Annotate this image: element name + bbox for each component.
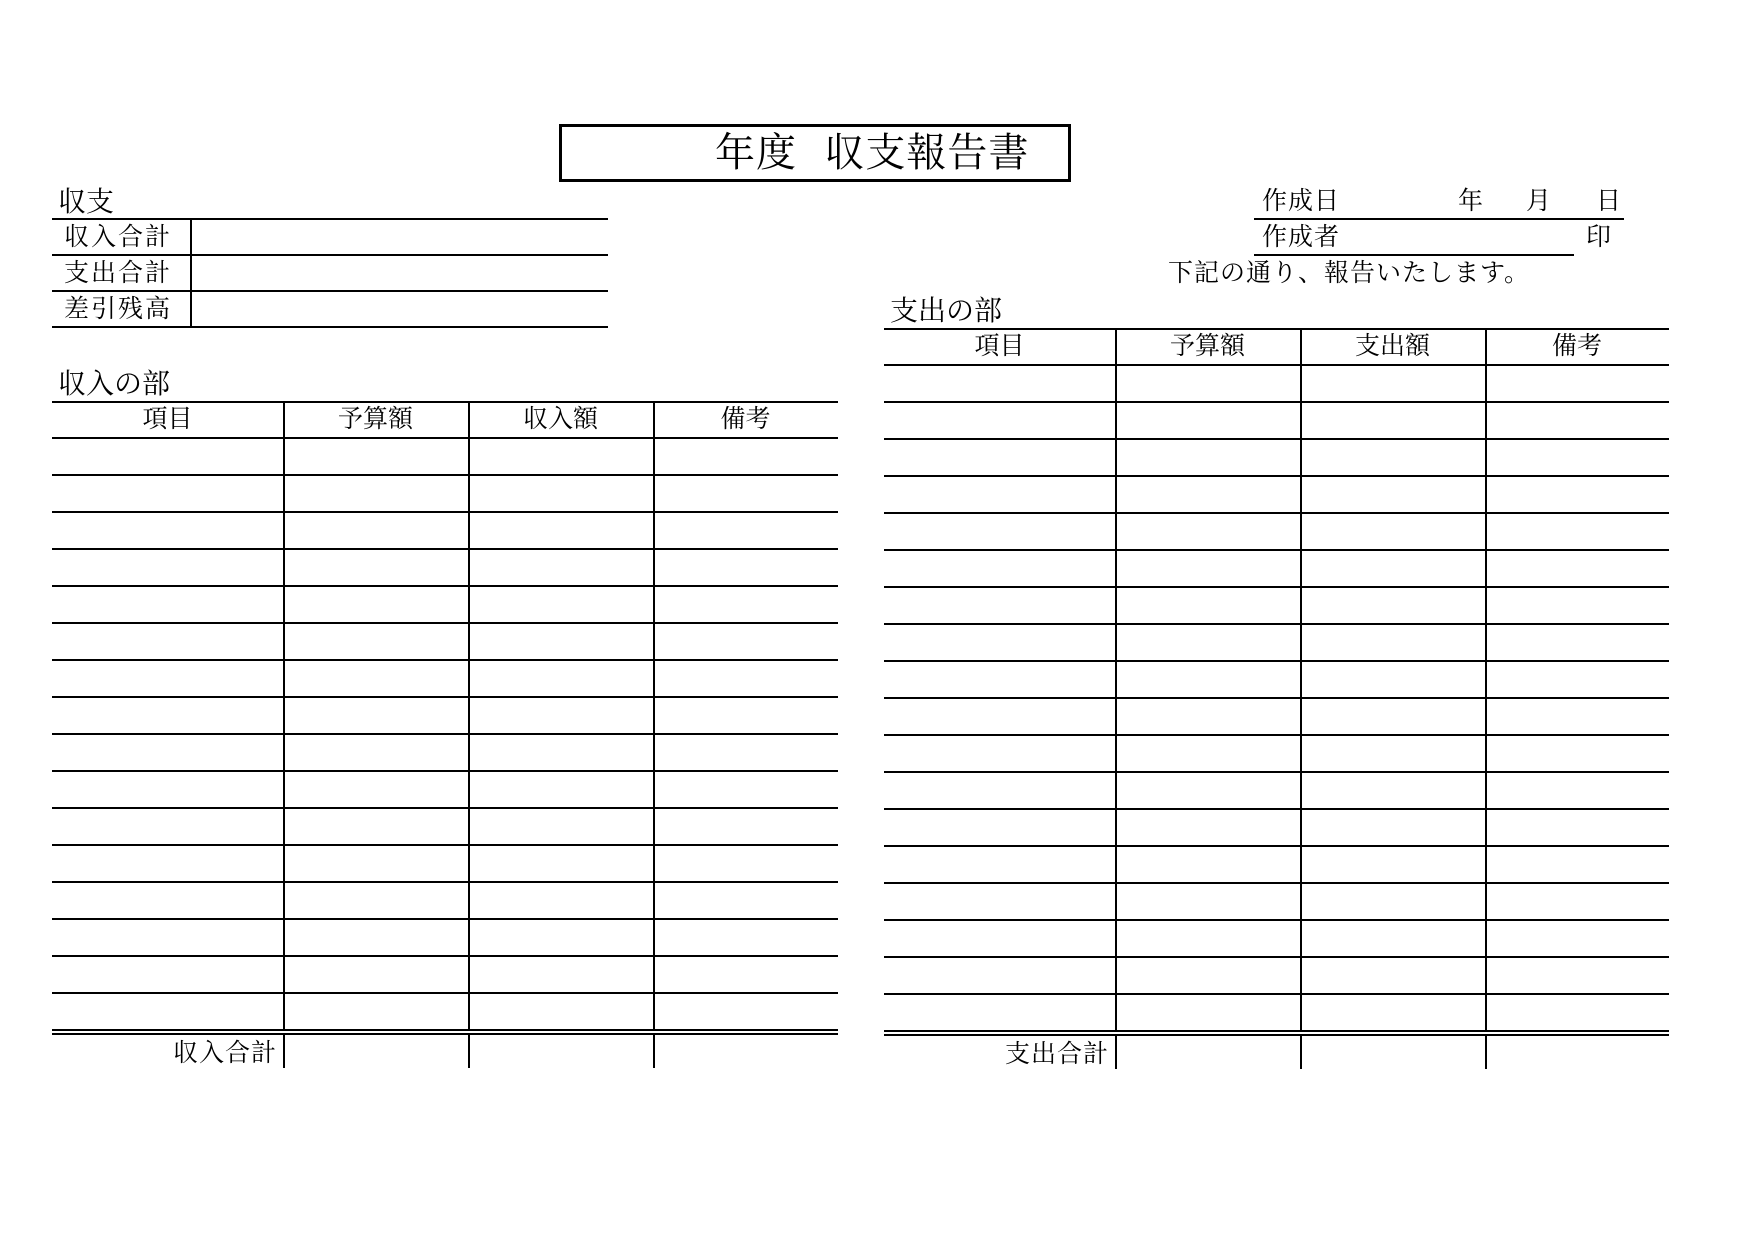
budget-cell[interactable] [1117,476,1300,513]
summary-line-bottom [52,326,608,328]
item-cell[interactable] [886,735,1115,772]
budget-cell[interactable] [285,623,468,660]
budget-cell[interactable] [285,697,468,734]
day-label: 日 [1596,186,1623,215]
summary-label-income-total: 収入合計 [64,222,173,251]
created-date-label: 作成日 [1262,186,1341,215]
amount-cell[interactable] [1302,365,1485,402]
expense-total-label-cell [884,1036,1115,1073]
item-cell[interactable] [886,402,1115,439]
amount-cell[interactable] [1302,661,1485,698]
table-row [884,513,1669,550]
notes-cell[interactable] [655,734,838,771]
created-date-line[interactable] [1254,218,1624,220]
table-row [884,809,1669,846]
table-row [884,661,1669,698]
income-total-label: 収入合計 [172,1038,277,1067]
amount-cell[interactable] [1302,994,1485,1031]
notes-cell[interactable] [655,660,838,697]
amount-cell[interactable] [470,512,653,549]
table-row [52,586,838,623]
notes-cell[interactable] [655,586,838,623]
budget-cell[interactable] [1117,513,1300,550]
amount-cell[interactable] [1302,920,1485,957]
table-row [884,772,1669,809]
amount-cell[interactable] [1302,587,1485,624]
amount-cell[interactable] [470,771,653,808]
amount-cell[interactable] [470,808,653,845]
notes-cell[interactable] [1487,846,1669,883]
total-notes-cell[interactable] [1487,1036,1669,1073]
budget-cell[interactable] [285,919,468,956]
item-cell[interactable] [54,919,283,956]
notes-cell[interactable] [1487,550,1669,587]
budget-cell[interactable] [285,512,468,549]
item-cell[interactable] [886,624,1115,661]
notes-cell[interactable] [655,808,838,845]
expense-total-label: 支出合計 [1004,1039,1109,1068]
expense-header-item-text: 項目 [974,331,1025,360]
item-cell[interactable] [886,550,1115,587]
item-cell[interactable] [54,697,283,734]
amount-cell[interactable] [470,549,653,586]
expense-total-row [884,1036,1669,1069]
item-cell[interactable] [886,439,1115,476]
table-row [52,549,838,586]
budget-cell[interactable] [1117,772,1300,809]
item-cell[interactable] [54,438,283,475]
budget-cell[interactable] [285,734,468,771]
budget-cell[interactable] [1117,883,1300,920]
item-cell[interactable] [886,365,1115,402]
notes-cell[interactable] [655,697,838,734]
item-cell[interactable] [54,845,283,882]
income-header-budget [283,401,468,438]
expense-header-row [884,328,1669,365]
amount-cell[interactable] [1302,735,1485,772]
table-row [52,623,838,660]
budget-cell[interactable] [285,549,468,586]
notes-cell[interactable] [1487,439,1669,476]
notes-cell[interactable] [1487,920,1669,957]
month-label: 月 [1526,186,1553,215]
amount-cell[interactable] [1302,957,1485,994]
table-row [884,735,1669,772]
expense-header-amount-text: 支出額 [1354,331,1430,360]
total-amount-cell[interactable] [470,1035,653,1072]
budget-cell[interactable] [285,882,468,919]
budget-cell[interactable] [1117,920,1300,957]
budget-cell[interactable] [1117,661,1300,698]
notes-cell[interactable] [1487,957,1669,994]
item-cell[interactable] [54,882,283,919]
income-header-item [52,401,283,438]
income-header-row [52,401,838,438]
notes-cell[interactable] [1487,735,1669,772]
notes-cell[interactable] [1487,883,1669,920]
amount-cell[interactable] [470,697,653,734]
amount-cell[interactable] [470,623,653,660]
table-row [884,994,1669,1031]
item-cell[interactable] [886,920,1115,957]
expense-header-notes [1485,328,1669,365]
amount-cell[interactable] [1302,550,1485,587]
budget-cell[interactable] [1117,587,1300,624]
seal-label: 印 [1586,222,1613,251]
document-title: 年度 収支報告書 [715,130,1030,176]
amount-cell[interactable] [470,475,653,512]
table-row [884,587,1669,624]
table-row [52,845,838,882]
item-cell[interactable] [54,623,283,660]
summary-value-income-total[interactable] [194,220,606,254]
notes-cell[interactable] [1487,365,1669,402]
budget-cell[interactable] [285,956,468,993]
amount-cell[interactable] [470,438,653,475]
expense-header-budget [1115,328,1300,365]
expense-heading: 支出の部 [890,294,1003,327]
item-cell[interactable] [54,586,283,623]
amount-cell[interactable] [470,660,653,697]
item-cell[interactable] [886,698,1115,735]
table-row [52,993,838,1030]
item-cell[interactable] [54,549,283,586]
amount-cell[interactable] [470,882,653,919]
summary-heading: 収支 [58,185,115,218]
notes-cell[interactable] [655,512,838,549]
budget-cell[interactable] [285,993,468,1030]
budget-cell[interactable] [1117,809,1300,846]
item-cell[interactable] [54,956,283,993]
table-row [884,624,1669,661]
table-row [884,920,1669,957]
amount-cell[interactable] [470,919,653,956]
amount-cell[interactable] [1302,402,1485,439]
notes-cell[interactable] [1487,587,1669,624]
budget-cell[interactable] [1117,994,1300,1031]
expense-header-notes-text: 備考 [1551,331,1602,360]
total-notes-cell[interactable] [655,1035,838,1072]
table-row [52,512,838,549]
amount-cell[interactable] [470,586,653,623]
table-row [52,438,838,475]
budget-cell[interactable] [1117,624,1300,661]
table-row [884,476,1669,513]
item-cell[interactable] [886,587,1115,624]
notes-cell[interactable] [1487,513,1669,550]
income-top-border [52,401,838,403]
table-row [884,402,1669,439]
notes-cell[interactable] [655,919,838,956]
amount-cell[interactable] [1302,476,1485,513]
income-header-amount-text: 収入額 [522,404,598,433]
table-row [52,919,838,956]
notes-cell[interactable] [655,549,838,586]
notes-cell[interactable] [1487,402,1669,439]
notes-cell[interactable] [1487,698,1669,735]
amount-cell[interactable] [1302,883,1485,920]
income-header-notes [653,401,838,438]
table-row [52,734,838,771]
expense-top-border [884,328,1669,330]
amount-cell[interactable] [1302,846,1485,883]
item-cell[interactable] [886,809,1115,846]
table-row [52,882,838,919]
year-label: 年 [1458,186,1485,215]
notes-cell[interactable] [1487,476,1669,513]
budget-cell[interactable] [1117,698,1300,735]
amount-cell[interactable] [1302,772,1485,809]
notes-cell[interactable] [1487,994,1669,1031]
amount-cell[interactable] [470,845,653,882]
notes-cell[interactable] [655,771,838,808]
amount-cell[interactable] [1302,513,1485,550]
budget-cell[interactable] [1117,846,1300,883]
notes-cell[interactable] [655,623,838,660]
notes-cell[interactable] [1487,624,1669,661]
summary-value-expense-total[interactable] [194,256,606,290]
amount-cell[interactable] [1302,809,1485,846]
author-line[interactable] [1254,254,1574,256]
table-row [884,439,1669,476]
item-cell[interactable] [886,883,1115,920]
item-cell[interactable] [886,994,1115,1031]
income-header-amount [468,401,653,438]
notes-cell[interactable] [655,438,838,475]
expense-header-amount [1300,328,1485,365]
total-budget-cell[interactable] [1117,1036,1300,1073]
item-cell[interactable] [886,513,1115,550]
item-cell[interactable] [54,734,283,771]
amount-cell[interactable] [1302,698,1485,735]
budget-cell[interactable] [1117,735,1300,772]
budget-cell[interactable] [285,771,468,808]
table-row [884,883,1669,920]
title-box [559,124,1071,182]
item-cell[interactable] [54,475,283,512]
budget-cell[interactable] [1117,439,1300,476]
total-amount-cell[interactable] [1302,1036,1485,1073]
budget-cell[interactable] [285,438,468,475]
table-row [884,698,1669,735]
expense-header-item [884,328,1115,365]
table-row [52,771,838,808]
amount-cell[interactable] [1302,439,1485,476]
budget-cell[interactable] [285,475,468,512]
notes-cell[interactable] [655,882,838,919]
table-row [884,365,1669,402]
table-row [884,957,1669,994]
notes-cell[interactable] [1487,809,1669,846]
amount-cell[interactable] [470,734,653,771]
budget-cell[interactable] [285,808,468,845]
item-cell[interactable] [54,771,283,808]
table-row [52,697,838,734]
item-cell[interactable] [886,846,1115,883]
item-cell[interactable] [886,661,1115,698]
item-cell[interactable] [54,993,283,1030]
income-header-budget-text: 予算額 [337,404,413,433]
notes-cell[interactable] [655,845,838,882]
amount-cell[interactable] [470,993,653,1030]
item-cell[interactable] [54,512,283,549]
item-cell[interactable] [886,957,1115,994]
notes-cell[interactable] [655,956,838,993]
summary-label-expense-total: 支出合計 [64,258,173,287]
income-header-item-text: 項目 [142,404,193,433]
summary-divider [190,219,192,327]
income-total-row [52,1035,838,1068]
amount-cell[interactable] [470,956,653,993]
notes-cell[interactable] [655,475,838,512]
expense-header-budget-text: 予算額 [1169,331,1245,360]
amount-cell[interactable] [1302,624,1485,661]
budget-cell[interactable] [1117,550,1300,587]
notes-cell[interactable] [1487,772,1669,809]
table-row [52,475,838,512]
table-row [884,846,1669,883]
table-row [884,550,1669,587]
budget-cell[interactable] [285,660,468,697]
item-cell[interactable] [886,772,1115,809]
income-heading: 収入の部 [58,367,171,400]
budget-cell[interactable] [1117,365,1300,402]
notes-cell[interactable] [1487,661,1669,698]
budget-cell[interactable] [285,586,468,623]
table-row [52,808,838,845]
income-header-notes-text: 備考 [720,404,771,433]
item-cell[interactable] [54,808,283,845]
author-label: 作成者 [1262,222,1341,251]
notes-cell[interactable] [655,993,838,1030]
total-budget-cell[interactable] [285,1035,468,1072]
item-cell[interactable] [886,476,1115,513]
table-row [52,660,838,697]
summary-value-balance[interactable] [194,292,606,326]
budget-cell[interactable] [1117,957,1300,994]
budget-cell[interactable] [285,845,468,882]
item-cell[interactable] [54,660,283,697]
income-total-label-cell [52,1035,283,1072]
summary-label-balance: 差引残高 [64,294,173,323]
table-row [52,956,838,993]
report-statement: 下記の通り、報告いたします。 [1168,258,1531,287]
budget-cell[interactable] [1117,402,1300,439]
